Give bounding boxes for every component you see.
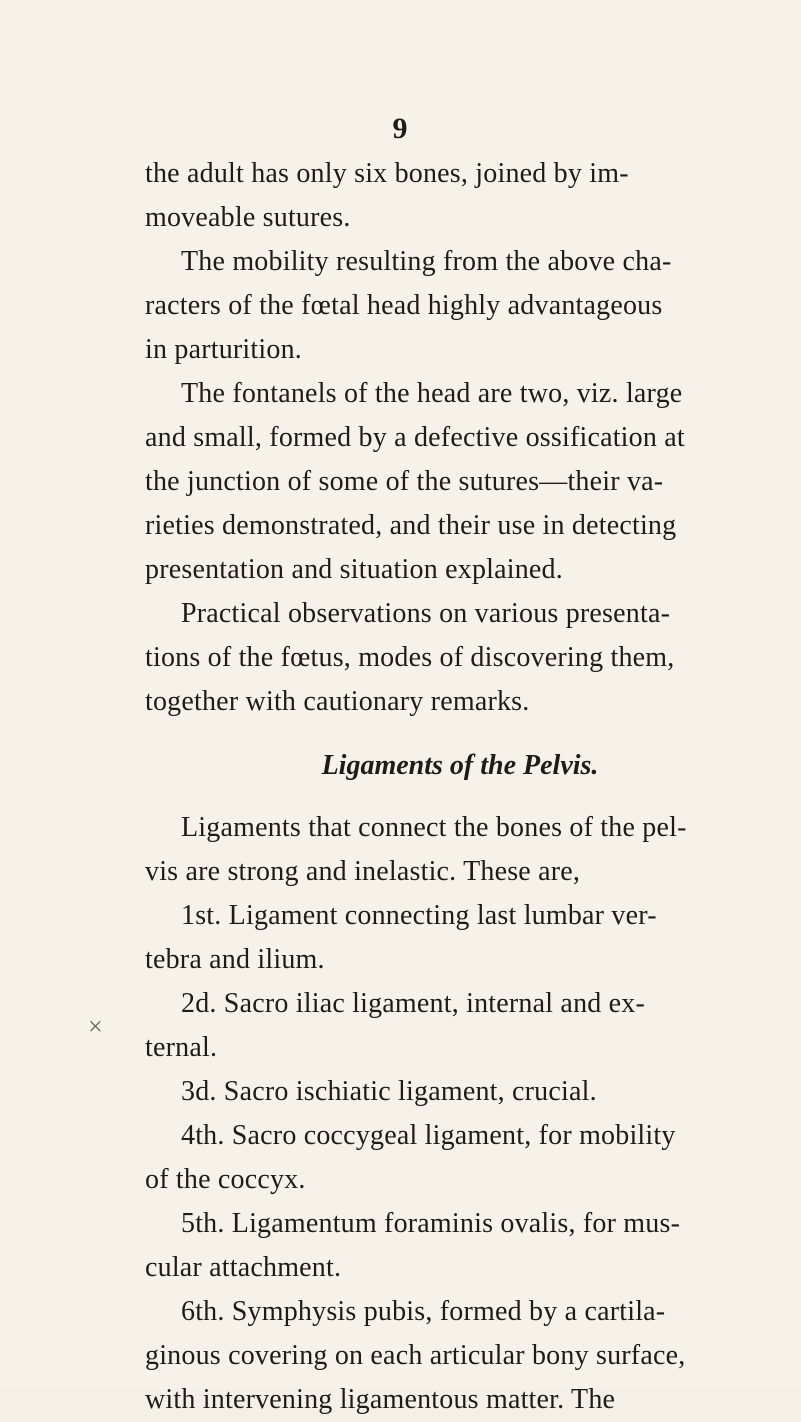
text-line: the junction of some of the sutures—their va- [145,466,664,497]
text-line: The mobility resulting from the above cha- [181,246,672,277]
text-line: ginous covering on each articular bony surface, [145,1340,686,1371]
section-heading: Ligaments of the Pelvis. [321,750,599,781]
text-line: moveable sutures. [145,202,351,233]
text-line: 1st. Ligament connecting last lumbar ver- [181,900,657,931]
text-line: Ligaments that connect the bones of the pel- [181,812,687,843]
text-line: the adult has only six bones, joined by im- [145,158,629,189]
body-text [145,152,775,1422]
text-line: rieties demonstrated, and their use in detecting [145,510,677,541]
text-line: 5th. Ligamentum foraminis ovalis, for mus- [181,1208,681,1239]
text-line: tebra and ilium. [145,944,325,975]
text-line: tions of the fœtus, modes of discovering them, [145,642,675,673]
text-line: 2d. Sacro iliac ligament, internal and ex- [181,988,646,1019]
text-line: racters of the fœtal head highly advantageous [145,290,663,321]
text-line: in parturition. [145,334,302,365]
text-line: ternal. [145,1032,218,1063]
text-line: of the coccyx. [145,1164,306,1195]
text-line: cular attachment. [145,1252,342,1283]
text-line: presentation and situation explained. [145,554,563,585]
text-line: 6th. Symphysis pubis, formed by a cartila- [181,1296,666,1327]
text-line: and small, formed by a defective ossification at [145,422,685,453]
text-line: 4th. Sacro coccygeal ligament, for mobility [181,1120,676,1151]
text-line: Practical observations on various presenta- [181,598,671,629]
text-line: together with cautionary remarks. [145,686,530,717]
text-line: 3d. Sacro ischiatic ligament, crucial. [181,1076,597,1107]
margin-mark: × [88,1012,103,1041]
page-number: 9 [392,112,409,145]
text-line: with intervening ligamentous matter. The [145,1384,616,1415]
text-line: The fontanels of the head are two, viz. large [181,378,683,409]
text-line: vis are strong and inelastic. These are, [145,856,581,887]
